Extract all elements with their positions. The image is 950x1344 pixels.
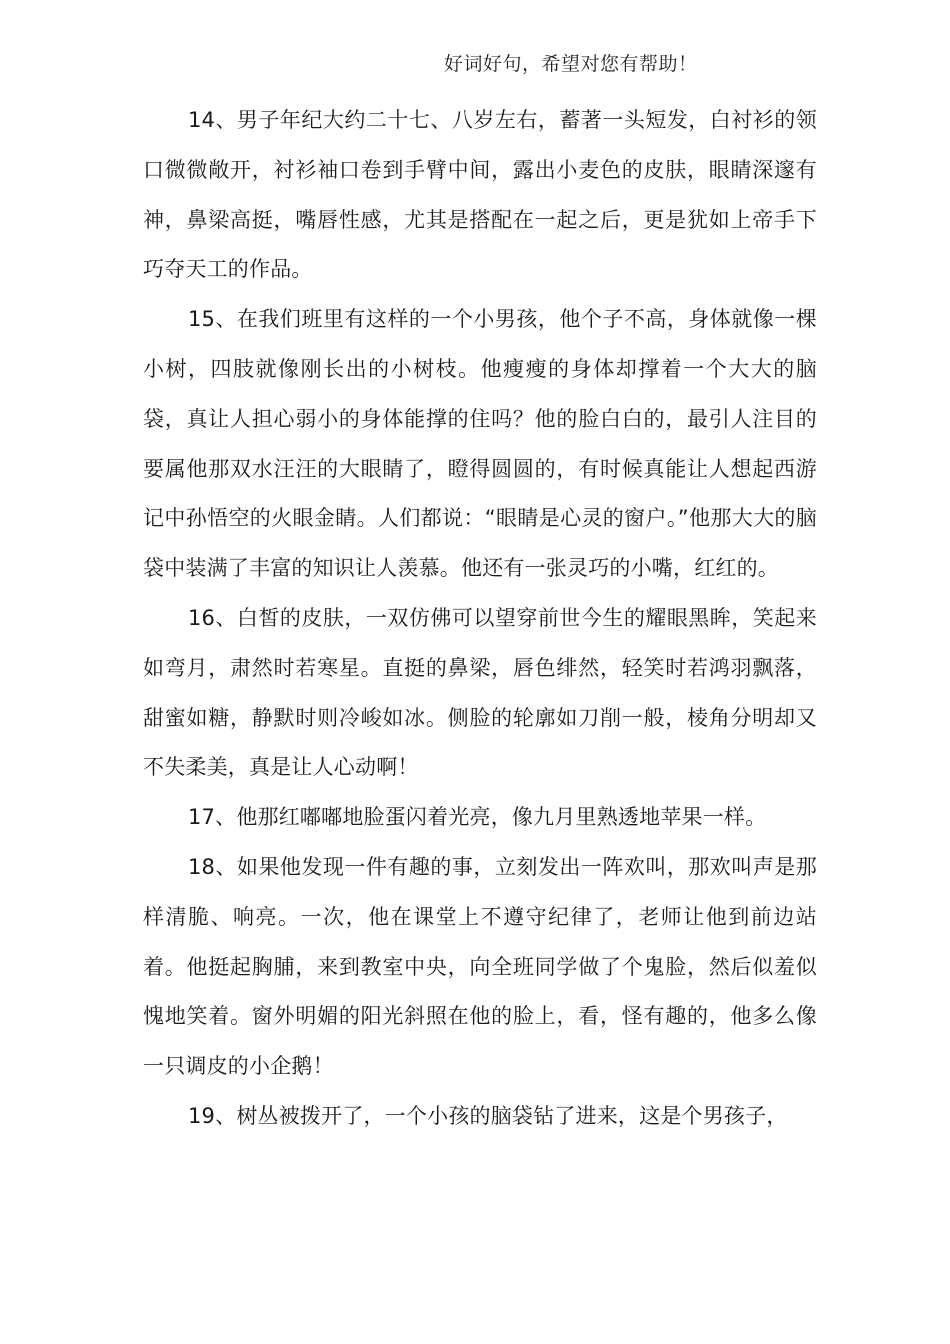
paragraph-16: 16、白皙的皮肤，一双仿佛可以望穿前世今生的耀眼黑眸，笑起来如弯月，肃然时若寒星。直挺的鼻梁，唇色绯然，轻笑时若鸿羽飘落，甜蜜如糖，静默时则冷峻如冰。侧脸的轮廓如刀削一般，棱角分明却又不失柔美，真是让人心动啊！: [143, 605, 817, 780]
paragraph-19: 19、树丛被拨开了，一个小孩的脑袋钻了进来，这是个男孩子，: [188, 1103, 788, 1128]
paragraph-14: 14、男子年纪大约二十七、八岁左右，蓄著一头短发，白衬衫的领口微微敞开，衬衫袖口卷到手臂中间，露出小麦色的皮肤，眼睛深邃有神，鼻梁高挺，嘴唇性感，尤其是搭配在一起之后，更是犹如上帝手下巧夺天工的作品。: [143, 108, 817, 282]
page-header: 好词好句，希望对您有帮助！: [444, 53, 698, 75]
paragraph-18: 18、如果他发现一件有趣的事，立刻发出一阵欢叫，那欢叫声是那样清脆、响亮。一次，他在课堂上不遵守纪律了，老师让他到前边站着。他挺起胸脯，来到教室中央，向全班同学做了个鬼脸，然后似羞似愧地笑着。窗外明媚的阳光斜照在他的脸上，看，怪有趣的，他多么像一只调皮的小企鹅！: [143, 854, 817, 1079]
paragraph-17: 17、他那红嘟嘟地脸蛋闪着光亮，像九月里熟透地苹果一样。: [188, 805, 767, 830]
paragraph-15: 15、在我们班里有这样的一个小男孩，他个子不高，身体就像一棵小树，四肢就像刚长出的小树枝。他瘦瘦的身体却撑着一个大大的脑袋，真让人担心弱小的身体能撑的住吗？他的脸白白的，最引人注目的要属他那双水汪汪的大眼睛了，瞪得圆圆的，有时候真能让人想起西游记中孙悟空的火眼金睛。人们都说：“眼睛是心灵的窗户。”他那大大的脑袋中装满了丰富的知识让人羡慕。他还有一张灵巧的小嘴，红红的。: [143, 307, 817, 581]
document-body: [143, 96, 817, 1142]
